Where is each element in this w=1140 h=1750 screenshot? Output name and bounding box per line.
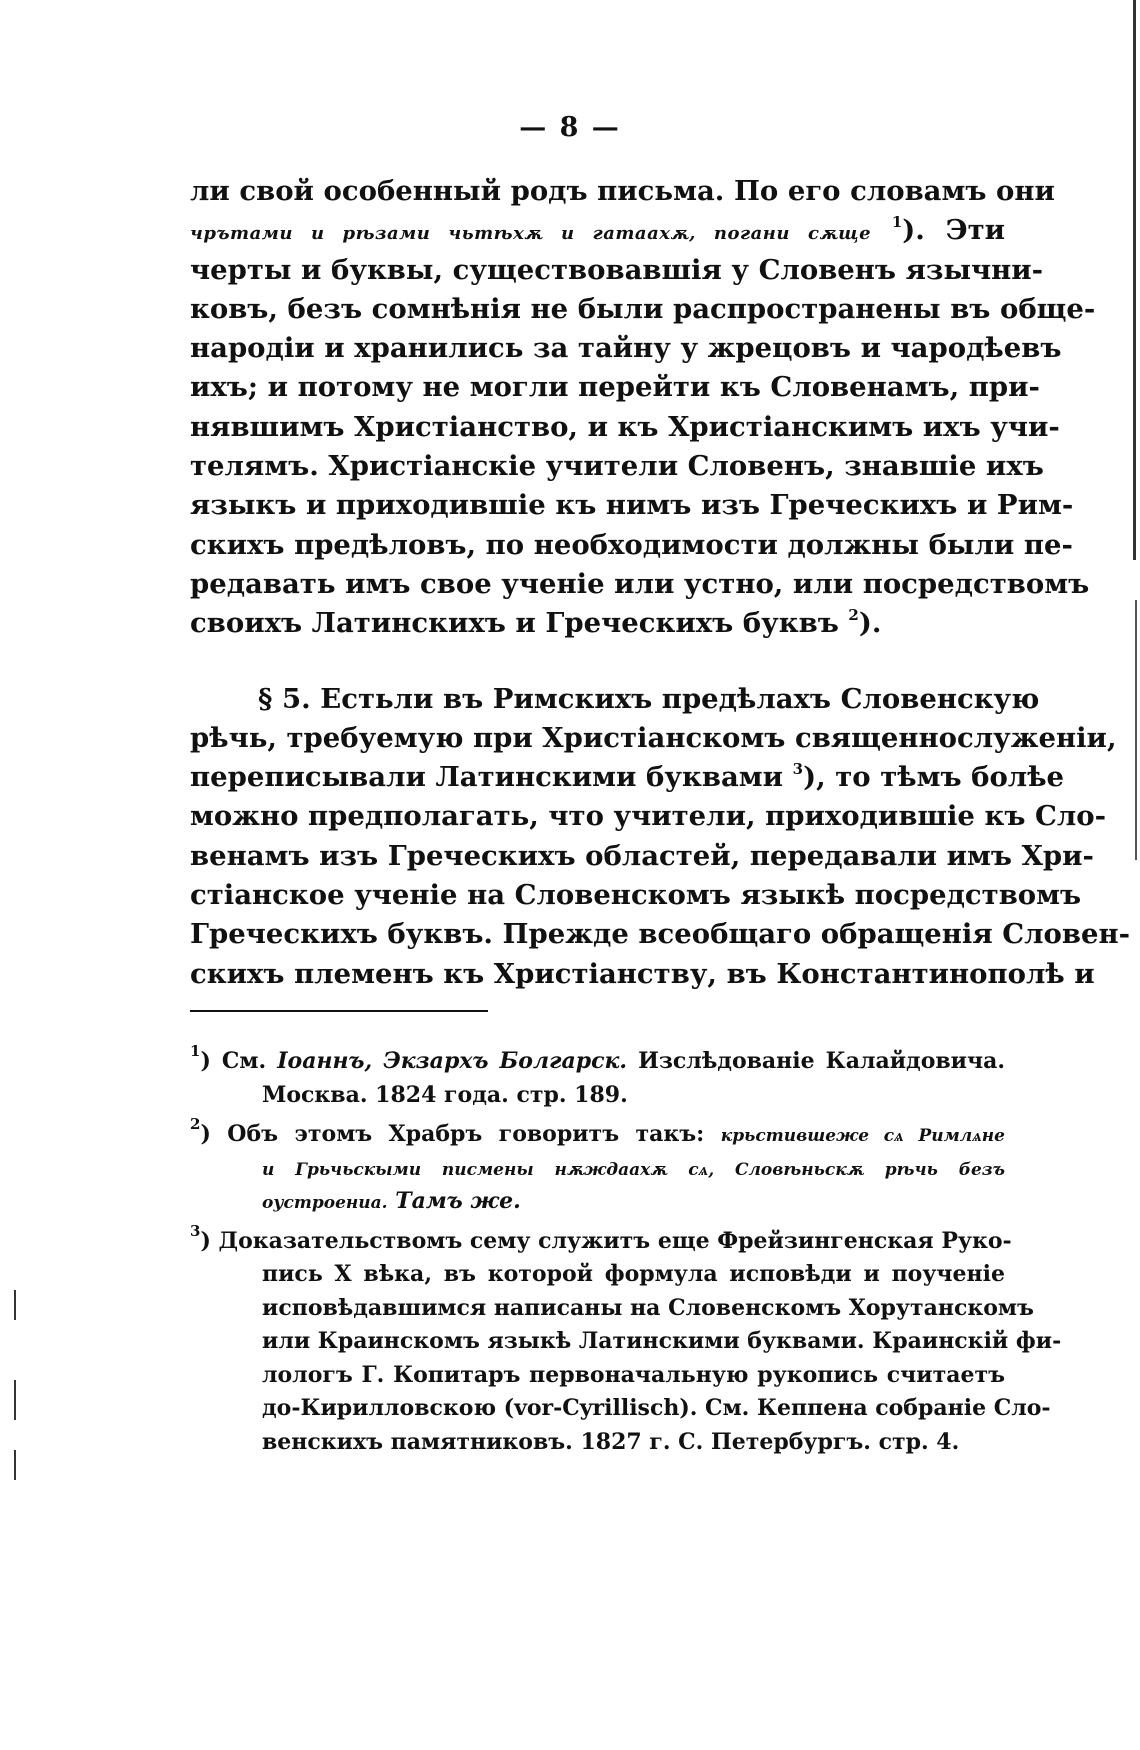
footnote-1 bbox=[190, 1042, 1005, 1079]
text-run: ) См. bbox=[200, 1048, 278, 1074]
text-run: ) Объ этомъ Храбръ говоритъ такъ: bbox=[200, 1121, 721, 1147]
text-run: Изслѣдованіе Калайдовича. bbox=[627, 1048, 1005, 1074]
church-slavonic-quote: оустроениа. bbox=[262, 1193, 388, 1213]
text-line: нявшимъ Христіанство, и къ Христіанскимъ ихъ учи- bbox=[190, 410, 1060, 443]
text-line: ковъ, безъ сомнѣнія не были распространены въ обще- bbox=[190, 292, 1096, 325]
text-line: телямъ. Христіанскіе учители Словенъ, знавшіе ихъ bbox=[190, 450, 1044, 483]
footnote-line: Москва. 1824 года. стр. 189. bbox=[262, 1081, 628, 1108]
page-edge-mark bbox=[1133, 0, 1136, 560]
footnote-ref: 1 bbox=[891, 213, 903, 232]
footnote-line: лологъ Г. Копитаръ первоначальную рукопись считаетъ bbox=[262, 1361, 1005, 1388]
footnote-3 bbox=[190, 1221, 1012, 1259]
italic-citation: Іоаннъ, Экзархъ Болгарск. bbox=[277, 1048, 628, 1074]
text-line: венамъ изъ Греческихъ областей, передавали имъ Хри- bbox=[190, 839, 1094, 872]
footnote-separator bbox=[190, 1010, 488, 1012]
section-heading-line: § 5. Естьли въ Римскихъ предѣлахъ Словенскую bbox=[258, 682, 1040, 715]
footnote-line bbox=[190, 1152, 1005, 1186]
text-line: ихъ; и потому не могли перейти къ Словенамъ, при- bbox=[190, 371, 1040, 404]
footnote-ref: 3 bbox=[792, 760, 804, 779]
text-run: ) Доказательствомъ сему служитъ еще Фрейзингенская Руко- bbox=[200, 1227, 1012, 1254]
italic-text: Тамъ же. bbox=[387, 1188, 521, 1214]
text-line: можно предполагать, что учители, приходившіе къ Сло- bbox=[190, 800, 1107, 833]
church-slavonic-quote: и Грьчьскыми писмены нѫждаахѫ сѧ, Словѣньскѫ рѣчь безъ bbox=[262, 1159, 1005, 1180]
footnote-line: венскихъ памятниковъ. 1827 г. С. Петербургъ. стр. 4. bbox=[262, 1428, 960, 1455]
text-line: скихъ племенъ къ Христіанству, въ Константинополѣ и bbox=[190, 957, 1095, 990]
page-edge-mark bbox=[1135, 600, 1137, 860]
footnote-ref: 2 bbox=[848, 606, 859, 625]
footnote-marker: 1 bbox=[190, 1042, 201, 1060]
text-run: своихъ Латинскихъ и Греческихъ буквъ bbox=[190, 607, 839, 640]
footnote-line: или Краинскомъ языкѣ Латинскими буквами. Краинскій фи- bbox=[262, 1328, 1062, 1354]
footnotes bbox=[190, 1042, 1062, 1459]
margin-mark bbox=[14, 1450, 16, 1480]
text-line: Греческихъ буквъ. Прежде всеобщаго обращенія Словен- bbox=[190, 918, 1131, 951]
text-line bbox=[190, 758, 1065, 797]
text-line: ли свой особенный родъ письма. По его словамъ они bbox=[190, 175, 1055, 207]
footnote-marker: 2 bbox=[190, 1115, 201, 1133]
page-number: — 8 — bbox=[519, 112, 621, 143]
text-line: черты и буквы, существовавшія у Словенъ язычни- bbox=[190, 253, 1044, 286]
footnote-line: до-Кирилловскою (vor-Cyrillisch). См. Кеппена собраніе Сло- bbox=[262, 1395, 1051, 1421]
text-line: народіи и хранились за тайну у жрецовъ и чародѣевъ bbox=[190, 332, 1062, 365]
text-run: ). Эти bbox=[902, 214, 1006, 247]
footnote-line: исповѣдавшимся написаны на Словенскомъ Хорутанскомъ bbox=[262, 1294, 1034, 1321]
footnote-2 bbox=[190, 1115, 1005, 1152]
footnote-marker: 3 bbox=[190, 1221, 201, 1240]
text-line: редавать имъ свое ученіе или устно, или посредствомъ bbox=[190, 567, 1090, 600]
text-line: скихъ предѣловъ, по необходимости должны были пе- bbox=[190, 528, 1073, 561]
church-slavonic-quote: чрътами и рѣзами чьтѣхѫ и гатаахѫ, погани сѫще bbox=[190, 223, 872, 245]
church-slavonic-quote: крьстившеже сѧ Римлѧне bbox=[720, 1126, 1005, 1146]
text-line: рѣчь, требуемую при Христіанскомъ священнослуженіи, bbox=[190, 721, 1117, 754]
text-line: стіанское ученіе на Словенскомъ языкѣ посредствомъ bbox=[190, 879, 1082, 912]
footnote-line: пись X вѣка, въ которой формула исповѣди и поученіе bbox=[262, 1261, 1005, 1287]
text-run: ). bbox=[858, 607, 882, 640]
text-line: языкъ и приходившіе къ нимъ изъ Греческихъ и Рим- bbox=[190, 489, 1074, 522]
text-run: ), то тѣмъ болѣе bbox=[803, 761, 1065, 794]
text-line bbox=[190, 604, 1005, 643]
margin-mark bbox=[14, 1290, 16, 1320]
footnote-line bbox=[190, 1185, 1005, 1219]
main-text bbox=[190, 172, 1131, 994]
text-run: переписывали Латинскими буквами bbox=[190, 761, 784, 794]
text-line bbox=[190, 211, 1005, 250]
margin-mark bbox=[14, 1380, 16, 1420]
